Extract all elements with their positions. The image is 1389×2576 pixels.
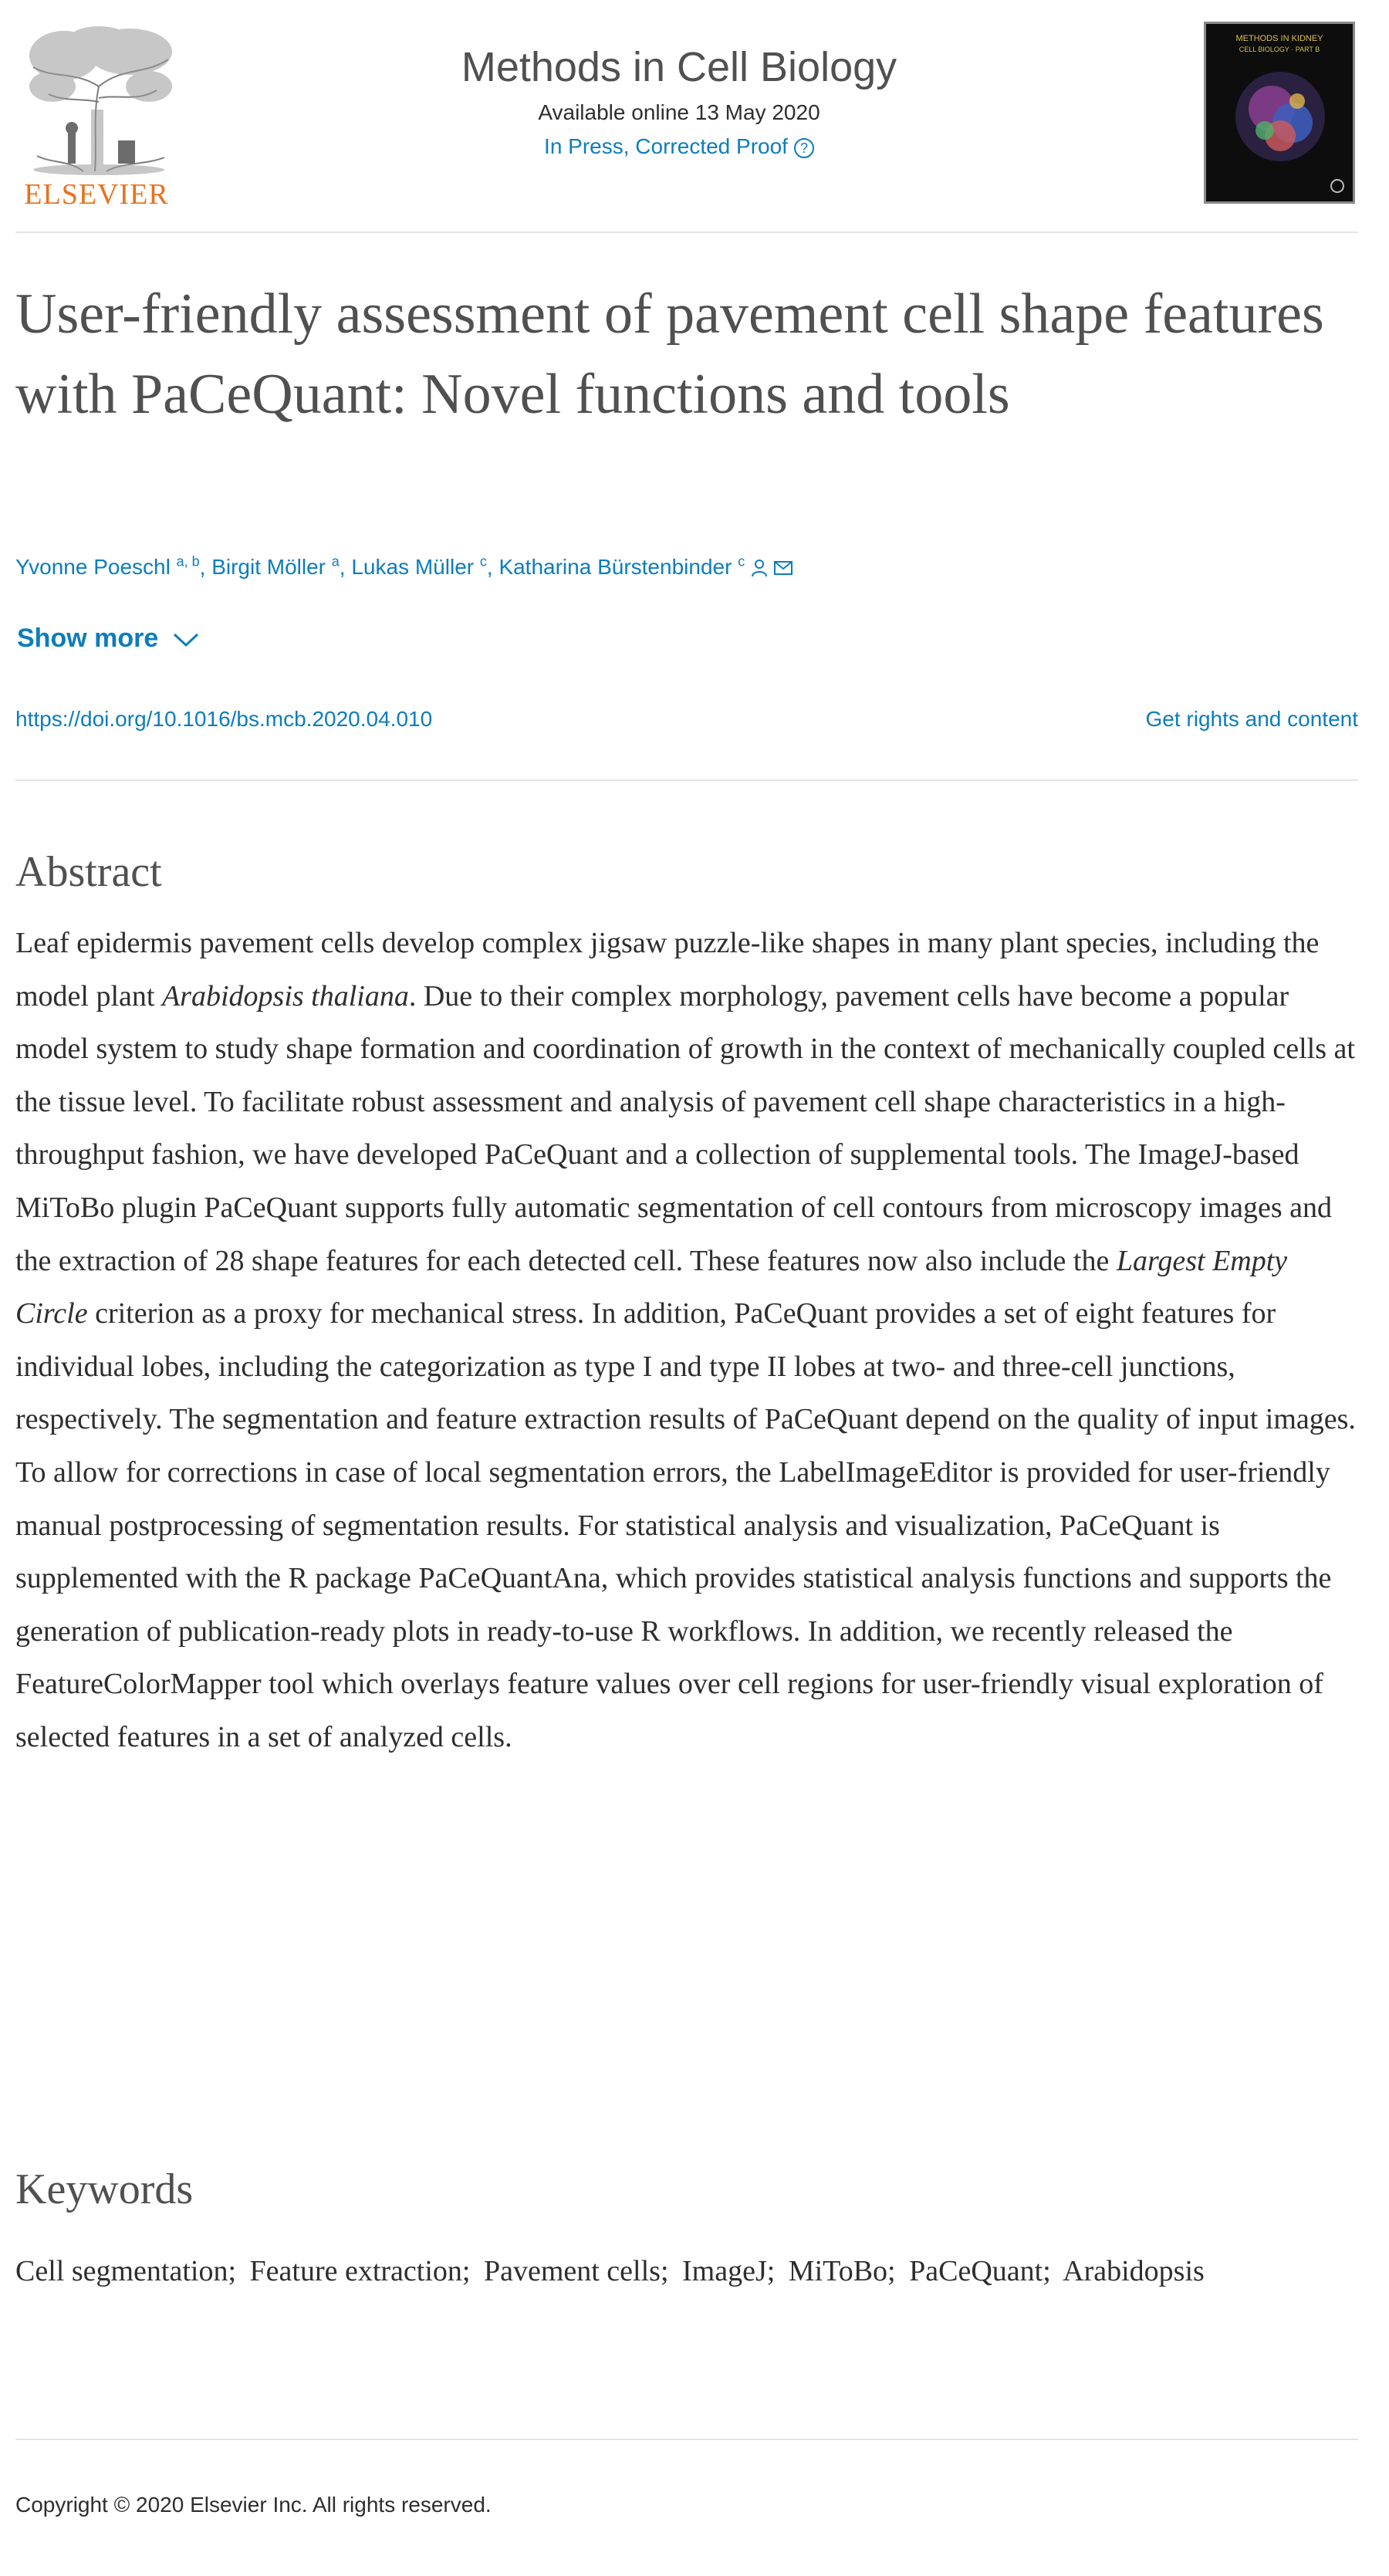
author-link[interactable] [211,555,340,579]
keyword-separator: ; [766,2255,776,2287]
cover-title-line2: CELL BIOLOGY · PART B [1239,46,1320,53]
cover-art [1206,24,1353,201]
abstract-body [15,917,1366,1764]
email-icon[interactable] [774,555,793,579]
meta-divider [15,779,1358,781]
doi-link[interactable]: https://doi.org/10.1016/bs.mcb.2020.04.010 [15,707,433,731]
journal-header [15,22,1358,215]
keyword-separator: ; [887,2255,896,2287]
header-divider [15,232,1358,233]
corresponding-author-icon[interactable] [751,555,774,579]
article-status[interactable] [247,134,1111,159]
author-affiliation: a, b [176,554,200,570]
available-online-date: Available online 13 May 2020 [538,100,820,124]
journal-cover-image[interactable] [1204,22,1355,204]
keywords-list [15,2242,1358,2300]
keyword-item[interactable]: MiToBo [788,2255,888,2287]
article-status-label: In Press, Corrected Proof [544,134,788,158]
abstract-criterion-italic: Largest Empty Circle [15,1244,1288,1330]
keyword-separator: ; [461,2255,471,2287]
abstract-heading: Abstract [15,848,162,896]
keyword-item[interactable]: Cell segmentation [15,2255,228,2287]
keywords-heading: Keywords [15,2165,194,2213]
show-more-label: Show more [17,624,159,653]
elsevier-logo[interactable] [15,25,177,210]
footer-divider [15,2439,1358,2440]
help-icon[interactable]: ? [794,138,814,158]
keyword-item[interactable]: Arabidopsis [1063,2255,1205,2287]
cover-title-line1: METHODS IN KIDNEY [1235,34,1323,43]
author-affiliation: a [331,554,340,570]
chevron-down-icon [172,624,200,654]
publisher-wordmark: ELSEVIER [24,178,169,211]
journal-info [247,42,1111,159]
author-name: Birgit Möller [211,555,326,580]
copyright-notice: Copyright © 2020 Elsevier Inc. All rights reserved. [15,2493,492,2517]
author-affiliation: c [479,554,487,570]
author-list: Yvonne Poeschl $^{a, b}$, Birgit Möller $^a$, Lukas Müller $^c$, Katharina Bürstenbinder $^c$ [15,554,1358,580]
author-name: Yvonne Poeschl [15,555,171,580]
keyword-item[interactable]: Feature extraction [249,2255,462,2287]
rights-link[interactable]: Get rights and content [1145,707,1358,731]
abstract-text-3: criterion as a proxy for mechanical stress. In addition, PaCeQuant provides a set of eight features for individual lobes, including the categorization as type I and type II lobes at two- and three-cell junctions, respectively. The segmentation and feature extraction results of PaCeQuant depend on the quality of input images. To allow for corrections in case of local segmentation errors, the LabelImageEditor is provided for user-friendly manual postprocessing of segmentation results. For statistical analysis and visualization, PaCeQuant is supplemented with the R package PaCeQuantAna, which provides statistical analysis functions and supports the generation of publication-ready plots in ready-to-use R workflows. In addition, we recently released the FeatureColorMapper tool which overlays feature values over cell regions for user-friendly visual exploration of selected features in a set of analyzed cells. [15,1297,1356,1753]
keyword-separator: ; [660,2255,669,2287]
abstract-text-1: Leaf epidermis pavement cells develop complex jigsaw puzzle-like shapes in many plant species, including the model plant [15,927,1320,1012]
keyword-item[interactable]: PaCeQuant [909,2255,1043,2287]
article-title: User-friendly assessment of pavement cell shape features with PaCeQuant: Novel functions and tools [15,282,1324,426]
author-link[interactable] [498,555,745,579]
author-name: Katharina Bürstenbinder [498,555,732,580]
author-link[interactable] [351,555,487,579]
author-name: Lukas Müller [351,555,475,580]
keyword-item[interactable]: Pavement cells [483,2255,661,2287]
elsevier-tree-icon [22,25,176,175]
keyword-separator: ; [1043,2255,1051,2287]
abstract-text-2: . Due to their complex morphology, pavement cells have become a popular model system to study shape formation and coordination of growth in the context of mechanically coupled cells at the tissue level. To facilitate robust assessment and analysis of pavement cell shape characteristics in a high-throughput fashion, we have developed PaCeQuant and a collection of supplemental tools. The ImageJ-based MiToBo plugin PaCeQuant supports fully automatic segmentation of cell contours from microscopy images and the extraction of 28 shape features for each detected cell. These features now also include the [15,979,1355,1277]
abstract-species-italic: Arabidopsis thaliana [161,979,409,1012]
author-link[interactable] [15,555,200,579]
keyword-item[interactable]: ImageJ [682,2255,767,2287]
author-affiliation: c [738,554,745,570]
article-page [15,0,1358,2576]
keyword-separator: ; [228,2255,237,2287]
show-more-button[interactable] [17,624,200,654]
journal-title-link[interactable]: Methods in Cell Biology [461,44,897,90]
